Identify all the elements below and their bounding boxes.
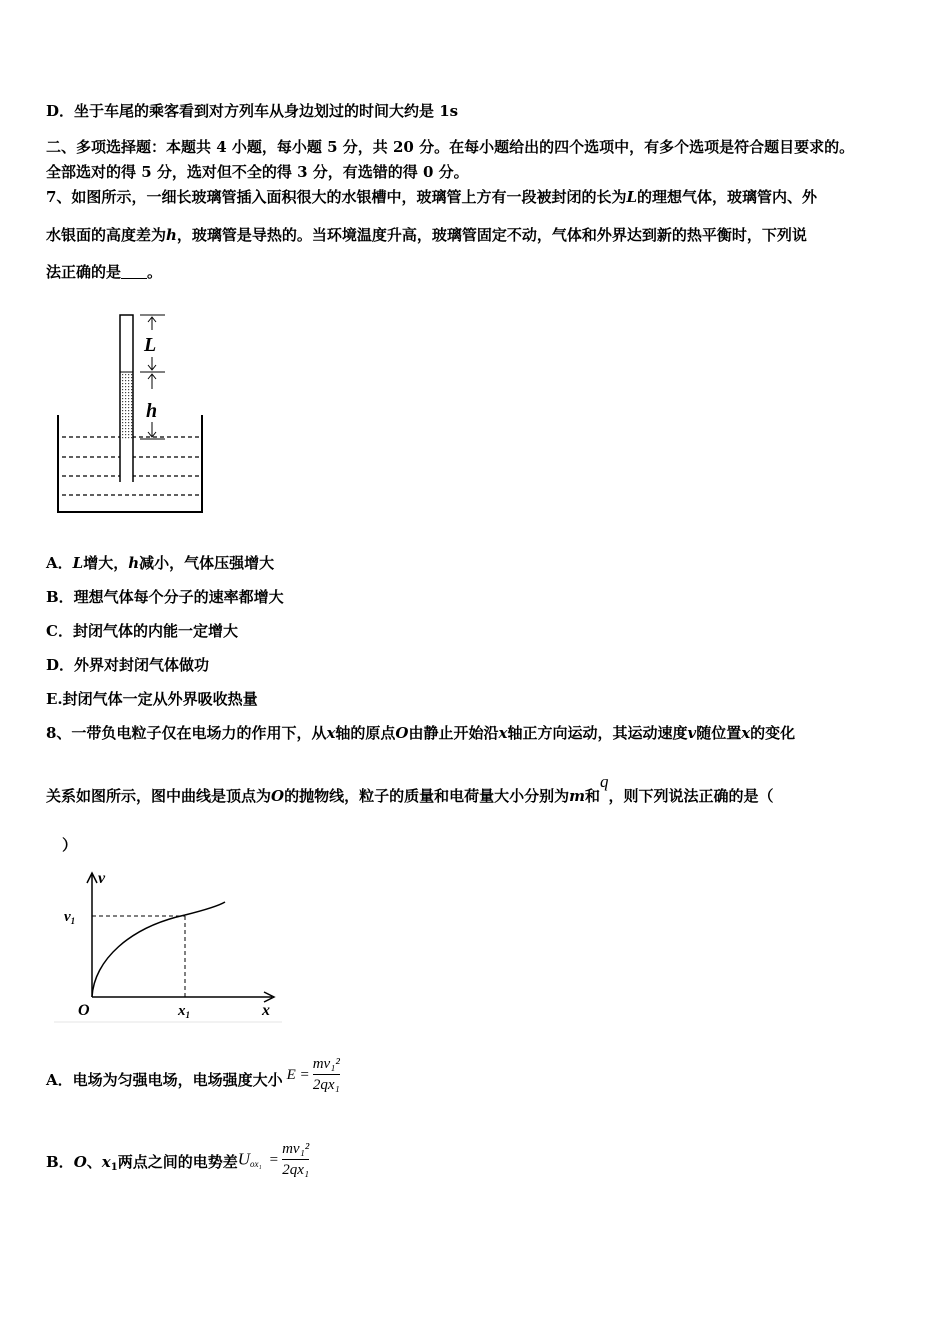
q7-text: 。 bbox=[147, 263, 163, 281]
q8-var: O bbox=[271, 787, 285, 805]
option-label: B． bbox=[46, 1152, 74, 1171]
formula-numerator: mv₁² bbox=[282, 1141, 310, 1157]
q7-figure-mercury-tube bbox=[50, 305, 220, 520]
mercury-column bbox=[120, 372, 133, 439]
formula-lhs-subscript: ox₁ bbox=[250, 1158, 262, 1169]
q7-text: ，玻璃管是导热的。当环境温度升高，玻璃管固定不动，气体和外界达到新的热平衡时，下列说 bbox=[176, 226, 807, 244]
q7-stem-line2 bbox=[46, 225, 807, 245]
q8-option-a bbox=[46, 1055, 340, 1094]
formula-denominator: 2qx₁ bbox=[282, 1162, 310, 1178]
section2-heading-line2: 全部选对的得 5 分，选对但不全的得 3 分，有选错的得 0 分。 bbox=[46, 163, 469, 181]
q8-text: 8、一带负电粒子仅在电场力的作用下，从 bbox=[46, 724, 327, 742]
q6-option-d: D．坐于车尾的乘客看到对方列车从身边划过的时间大约是 1s bbox=[46, 102, 459, 120]
q8-text: 由静止开始沿 bbox=[408, 724, 499, 742]
q7-stem-line1 bbox=[46, 187, 817, 207]
q7-option-e: E.封闭气体一定从外界吸收热量 bbox=[46, 690, 258, 708]
axis-label-v: v bbox=[98, 870, 106, 887]
formula-denominator: 2qx₁ bbox=[312, 1077, 340, 1093]
q8-text: 关系如图所示，图中曲线是顶点为 bbox=[46, 787, 272, 805]
q7-var-L: L bbox=[626, 188, 637, 206]
q7-option-d: D．外界对封闭气体做功 bbox=[46, 656, 210, 674]
q8-var: x bbox=[326, 724, 336, 742]
formula-fraction bbox=[282, 1140, 309, 1179]
option-var: O bbox=[73, 1152, 87, 1171]
q7-var-h: h bbox=[166, 226, 177, 244]
q8-text: 轴正方向运动，其运动速度 bbox=[507, 724, 688, 742]
option-text: 增大， bbox=[83, 554, 129, 572]
axis-label-x: x bbox=[262, 1002, 270, 1019]
q7-text: 水银面的高度差为 bbox=[46, 226, 167, 244]
option-text: 减小，气体压强增大 bbox=[139, 554, 275, 572]
q8-var: O bbox=[395, 724, 409, 742]
q7-figure-label-h: h bbox=[146, 400, 158, 422]
q8-var: m bbox=[569, 787, 585, 805]
option-var-L: L bbox=[72, 554, 84, 572]
formula-equals: = bbox=[269, 1151, 279, 1168]
option-var-h: h bbox=[128, 554, 140, 572]
q7-text: 7、如图所示，一细长玻璃管插入面积很大的水银槽中，玻璃管上方有一段被封闭的长为 bbox=[46, 188, 627, 206]
option-subscript: 1 bbox=[110, 1161, 118, 1173]
tick-label-x1: $x_1$ bbox=[178, 1003, 190, 1020]
q7-option-a bbox=[46, 553, 274, 573]
q7-stem-line3 bbox=[46, 262, 162, 282]
option-label: A． bbox=[46, 554, 73, 572]
formula-fraction bbox=[313, 1055, 340, 1094]
q8-figure-v-x-graph bbox=[50, 865, 290, 1025]
q8-stem-line1 bbox=[46, 723, 795, 743]
q7-figure-label-L: L bbox=[144, 334, 157, 356]
q8-text: 和 bbox=[584, 787, 600, 805]
q7-text: 的理想气体，玻璃管内、外 bbox=[637, 188, 818, 206]
q8-stem-line2 bbox=[46, 772, 774, 806]
origin-label: O bbox=[78, 1002, 90, 1019]
q8-stem-line3: ） bbox=[62, 836, 78, 854]
section2-heading-line1: 二、多项选择题：本题共 4 小题，每小题 5 分，共 20 分。在每小题给出的四个选项中，有多个选项是符合题目要求的。 bbox=[46, 138, 855, 156]
q8-text: 的变化 bbox=[750, 724, 796, 742]
q8-text: 随位置 bbox=[696, 724, 742, 742]
tick-label-v1: $v_1$ bbox=[64, 909, 76, 926]
option-var: x bbox=[101, 1152, 111, 1171]
q7-option-c: C．封闭气体的内能一定增大 bbox=[46, 622, 238, 640]
q7-option-b: B．理想气体每个分子的速率都增大 bbox=[46, 588, 284, 606]
formula-lhs: U bbox=[237, 1149, 250, 1169]
formula-lhs: E = bbox=[286, 1066, 310, 1083]
q8-var: x bbox=[498, 724, 508, 742]
formula-numerator: mv₁² bbox=[312, 1056, 340, 1072]
option-text: 、 bbox=[86, 1152, 102, 1171]
option-text: A．电场为匀强电场，电场强度大小 bbox=[46, 1070, 283, 1089]
q8-var-q: q bbox=[600, 772, 609, 791]
q8-var: v bbox=[687, 724, 697, 742]
q8-text: 轴的原点 bbox=[335, 724, 396, 742]
option-text: 两点之间的电势差 bbox=[117, 1152, 238, 1171]
answer-blank bbox=[121, 264, 147, 279]
q8-text: ，则下列说法正确的是（ bbox=[608, 787, 774, 805]
q7-text: 法正确的是 bbox=[46, 263, 122, 281]
q8-option-b bbox=[46, 1140, 309, 1179]
q8-text: 的抛物线，粒子的质量和电荷量大小分别为 bbox=[284, 787, 570, 805]
q8-var: x bbox=[741, 724, 751, 742]
